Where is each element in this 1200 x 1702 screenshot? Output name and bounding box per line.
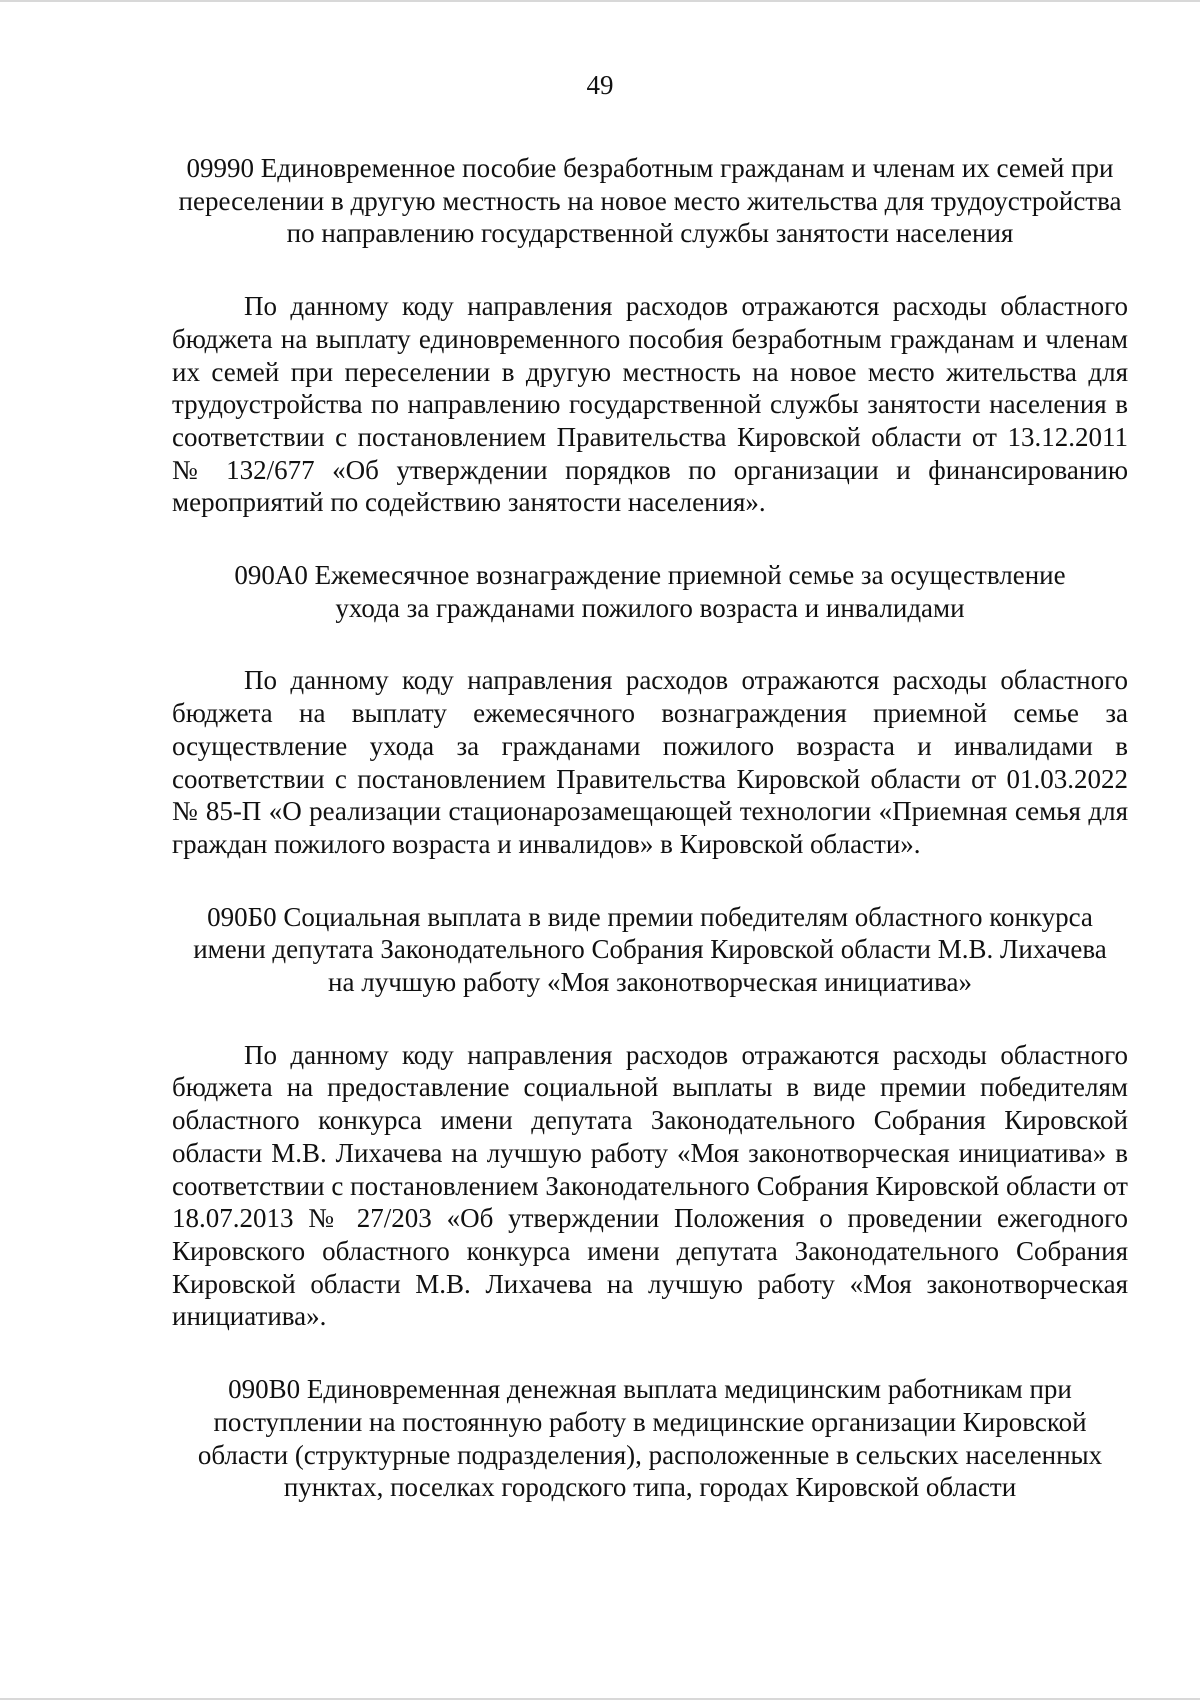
section-heading-09990: 09990 Единовременное пособие безработным гражданам и членам их семей при переселении в другую местность на новое место жительства для трудоустройства по направлению государственной службы занятости населения [178,153,1122,249]
section-heading-090B0: 090Б0 Социальная выплата в виде премии победителям областного конкурса имени депутата Законодательного Собрания Кировской области М.В. Лихачева на лучшую работу «Моя законотворческая инициатива» [193,901,1107,998]
document-body [172,152,1128,1504]
page-number: 49 [586,70,614,100]
section-heading-090V0: 090В0 Единовременная денежная выплата медицинским работникам при поступлении на постоянную работу в медицинские организации Кировской области (структурные подразделения), расположенные в сельских населенных пунктах, поселках городского типа, городах Кировской области [197,1374,1103,1503]
scan-edge-bottom [0,1698,1200,1700]
section-body-09990: По данному коду направления расходов отражаются расходы областного бюджета на выплату единовременного пособия безработным гражданам и членам их семей при переселении в другую местность на новое место жительства для трудоустройства по направлению государственной службы занятости населения в соответствии с постановлением Правительства Кировской области от 13.12.2011 № 132/677 «Об утверждении порядков по организации и финансированию мероприятий по содействию занятости населения». [172,291,1128,518]
section-body-090B0: По данному коду направления расходов отражаются расходы областного бюджета на предоставление социальной выплаты в виде премии победителям областного конкурса имени депутата Законодательного Собрания Кировской области М.В. Лихачева на лучшую работу «Моя законотворческая инициатива» в соответствии с постановлением Законодательного Собрания Кировской области от 18.07.2013 № 27/203 «Об утверждении Положения о проведении ежегодного Кировского областного конкурса имени депутата Законодательного Собрания Кировской области М.В. Лихачева на лучшую работу «Моя законотворческая инициатива». [172,1039,1128,1332]
section-body-090A0: По данному коду направления расходов отражаются расходы областного бюджета на выплату ежемесячного вознаграждения приемной семье за осуществление ухода за гражданами пожилого возраста и инвалидами в соответствии с постановлением Правительства Кировской области от 01.03.2022 № 85-П «О реализации стационарозамещающей технологии «Приемная семья для граждан пожилого возраста и инвалидов» в Кировской области». [172,665,1128,859]
section-heading-090A0: 090А0 Ежемесячное вознаграждение приемной семье за осуществление ухода за гражданами пожилого возраста и инвалидами [234,560,1066,623]
scan-edge-top [0,0,1200,2]
